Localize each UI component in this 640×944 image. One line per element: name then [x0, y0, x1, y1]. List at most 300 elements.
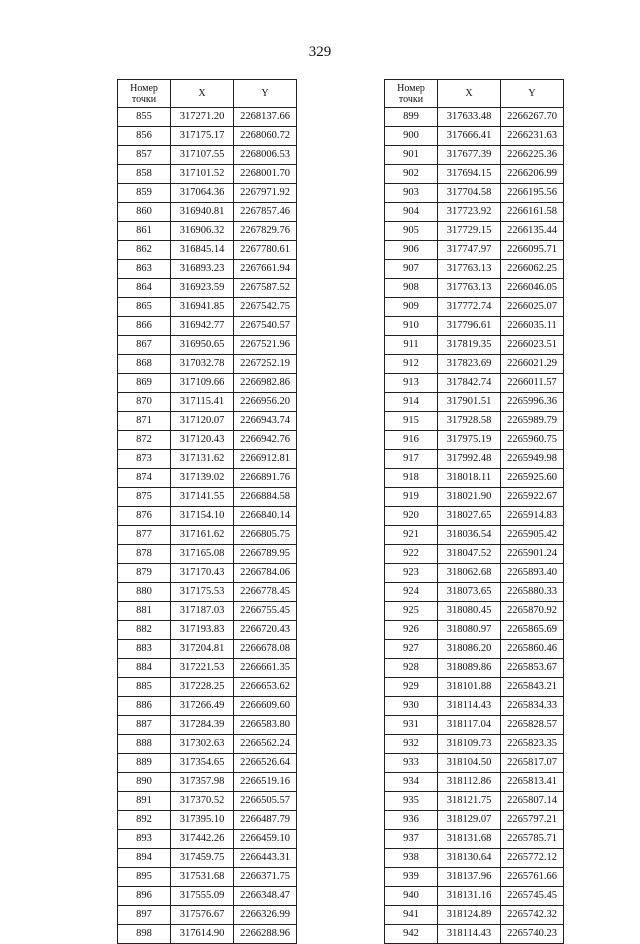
table-row: [385, 849, 564, 868]
table-row: [118, 412, 297, 431]
table-row: [118, 602, 297, 621]
table-row: [118, 317, 297, 336]
x-coordinate-cell: 317175.53: [171, 583, 234, 602]
table-row: [118, 336, 297, 355]
point-number-cell: 874: [118, 469, 171, 488]
table-row: [118, 203, 297, 222]
x-coordinate-cell: 317747.97: [438, 241, 501, 260]
x-coordinate-cell: 318117.04: [438, 716, 501, 735]
point-number-cell: 887: [118, 716, 171, 735]
x-coordinate-cell: 317633.48: [438, 108, 501, 127]
y-coordinate-cell: 2265901.24: [501, 545, 564, 564]
x-coordinate-cell: 318027.65: [438, 507, 501, 526]
x-coordinate-cell: 317928.58: [438, 412, 501, 431]
table-row: [385, 659, 564, 678]
y-coordinate-cell: 2265823.35: [501, 735, 564, 754]
point-number-cell: 918: [385, 469, 438, 488]
y-coordinate-cell: 2266348.47: [234, 887, 297, 906]
x-coordinate-cell: 317175.17: [171, 127, 234, 146]
table-row: [118, 431, 297, 450]
point-number-cell: 920: [385, 507, 438, 526]
y-coordinate-cell: 2266021.29: [501, 355, 564, 374]
x-coordinate-cell: 317141.55: [171, 488, 234, 507]
x-coordinate-cell: 318101.88: [438, 678, 501, 697]
point-number-cell: 881: [118, 602, 171, 621]
x-coordinate-cell: 317576.67: [171, 906, 234, 925]
y-coordinate-cell: 2265853.67: [501, 659, 564, 678]
table-row: [385, 678, 564, 697]
y-coordinate-cell: 2265870.92: [501, 602, 564, 621]
table-row: [385, 488, 564, 507]
table-row: [118, 260, 297, 279]
point-number-cell: 922: [385, 545, 438, 564]
point-number-cell: 868: [118, 355, 171, 374]
y-coordinate-cell: 2266206.99: [501, 165, 564, 184]
y-coordinate-cell: 2266678.08: [234, 640, 297, 659]
point-number-cell: 877: [118, 526, 171, 545]
x-coordinate-cell: 317165.08: [171, 545, 234, 564]
point-number-cell: 882: [118, 621, 171, 640]
table-row: [118, 108, 297, 127]
y-coordinate-cell: 2267971.92: [234, 184, 297, 203]
y-coordinate-cell: 2265996.36: [501, 393, 564, 412]
table-row: [385, 127, 564, 146]
point-number-cell: 928: [385, 659, 438, 678]
table-row: [118, 621, 297, 640]
point-number-cell: 937: [385, 830, 438, 849]
point-number-cell: 903: [385, 184, 438, 203]
table-row: [118, 830, 297, 849]
point-number-cell: 923: [385, 564, 438, 583]
y-coordinate-cell: 2266225.36: [501, 146, 564, 165]
y-coordinate-cell: 2266943.74: [234, 412, 297, 431]
point-number-cell: 885: [118, 678, 171, 697]
y-coordinate-cell: 2265860.46: [501, 640, 564, 659]
x-coordinate-cell: 317064.36: [171, 184, 234, 203]
point-number-cell: 857: [118, 146, 171, 165]
table-row: [118, 811, 297, 830]
table-row: [118, 564, 297, 583]
point-number-cell: 935: [385, 792, 438, 811]
x-coordinate-cell: 317354.65: [171, 754, 234, 773]
table-row: [118, 887, 297, 906]
point-number-cell: 893: [118, 830, 171, 849]
x-coordinate-cell: 318089.86: [438, 659, 501, 678]
table-row: [118, 241, 297, 260]
table-row: [385, 279, 564, 298]
y-coordinate-cell: 2266035.11: [501, 317, 564, 336]
y-coordinate-cell: 2266784.06: [234, 564, 297, 583]
table-row: [385, 545, 564, 564]
header-point-line1: Номер: [397, 82, 425, 94]
point-number-cell: 936: [385, 811, 438, 830]
point-number-cell: 862: [118, 241, 171, 260]
table-row: [385, 868, 564, 887]
x-coordinate-cell: 317154.10: [171, 507, 234, 526]
x-coordinate-cell: 318086.20: [438, 640, 501, 659]
y-coordinate-cell: 2266942.76: [234, 431, 297, 450]
y-coordinate-cell: 2266443.31: [234, 849, 297, 868]
point-number-cell: 859: [118, 184, 171, 203]
x-coordinate-cell: 317109.66: [171, 374, 234, 393]
point-number-cell: 938: [385, 849, 438, 868]
table-row: [118, 773, 297, 792]
point-number-cell: 873: [118, 450, 171, 469]
point-number-cell: 875: [118, 488, 171, 507]
y-coordinate-cell: 2266891.76: [234, 469, 297, 488]
point-number-cell: 906: [385, 241, 438, 260]
x-coordinate-cell: 317193.83: [171, 621, 234, 640]
y-coordinate-cell: 2265989.79: [501, 412, 564, 431]
y-coordinate-cell: 2266982.86: [234, 374, 297, 393]
y-coordinate-cell: 2265880.33: [501, 583, 564, 602]
y-coordinate-cell: 2265922.67: [501, 488, 564, 507]
table-row: [385, 792, 564, 811]
point-number-cell: 904: [385, 203, 438, 222]
header-point-number: [385, 80, 438, 108]
header-point-line1: Номер: [130, 82, 158, 94]
table-row: [385, 887, 564, 906]
y-coordinate-cell: 2266609.60: [234, 697, 297, 716]
coordinates-table-left: [117, 79, 297, 944]
x-coordinate-cell: 317302.63: [171, 735, 234, 754]
table-row: [385, 165, 564, 184]
table-row: [385, 697, 564, 716]
table-row: [118, 222, 297, 241]
table-row: [118, 279, 297, 298]
table-row: [118, 678, 297, 697]
x-coordinate-cell: 316893.23: [171, 260, 234, 279]
y-coordinate-cell: 2266195.56: [501, 184, 564, 203]
point-number-cell: 907: [385, 260, 438, 279]
y-coordinate-cell: 2268001.70: [234, 165, 297, 184]
table-row: [118, 735, 297, 754]
x-coordinate-cell: 316942.77: [171, 317, 234, 336]
point-number-cell: 871: [118, 412, 171, 431]
y-coordinate-cell: 2266487.79: [234, 811, 297, 830]
point-number-cell: 934: [385, 773, 438, 792]
y-coordinate-cell: 2266519.16: [234, 773, 297, 792]
x-coordinate-cell: 317032.78: [171, 355, 234, 374]
point-number-cell: 911: [385, 336, 438, 355]
y-coordinate-cell: 2266288.96: [234, 925, 297, 944]
x-coordinate-cell: 318080.45: [438, 602, 501, 621]
header-point-line2: точки: [398, 93, 424, 105]
table-row: [118, 849, 297, 868]
point-number-cell: 900: [385, 127, 438, 146]
x-coordinate-cell: 317101.52: [171, 165, 234, 184]
point-number-cell: 930: [385, 697, 438, 716]
table-row: [385, 811, 564, 830]
x-coordinate-cell: 317228.25: [171, 678, 234, 697]
x-coordinate-cell: 317115.41: [171, 393, 234, 412]
point-number-cell: 864: [118, 279, 171, 298]
header-point-number: [118, 80, 171, 108]
y-coordinate-cell: 2266326.99: [234, 906, 297, 925]
x-coordinate-cell: 318112.86: [438, 773, 501, 792]
table-row: [385, 450, 564, 469]
table-row: [385, 621, 564, 640]
x-coordinate-cell: 317842.74: [438, 374, 501, 393]
x-coordinate-cell: 318131.68: [438, 830, 501, 849]
x-coordinate-cell: 317131.62: [171, 450, 234, 469]
point-number-cell: 942: [385, 925, 438, 944]
y-coordinate-cell: 2267252.19: [234, 355, 297, 374]
point-number-cell: 872: [118, 431, 171, 450]
point-number-cell: 878: [118, 545, 171, 564]
x-coordinate-cell: 317221.53: [171, 659, 234, 678]
table-row: [385, 184, 564, 203]
x-coordinate-cell: 317370.52: [171, 792, 234, 811]
table-row: [118, 127, 297, 146]
header-y: Y: [234, 80, 297, 108]
y-coordinate-cell: 2266755.45: [234, 602, 297, 621]
y-coordinate-cell: 2266231.63: [501, 127, 564, 146]
x-coordinate-cell: 317120.43: [171, 431, 234, 450]
point-number-cell: 932: [385, 735, 438, 754]
x-coordinate-cell: 317531.68: [171, 868, 234, 887]
y-coordinate-cell: 2265761.66: [501, 868, 564, 887]
table-row: [385, 317, 564, 336]
point-number-cell: 860: [118, 203, 171, 222]
point-number-cell: 879: [118, 564, 171, 583]
table-row: [118, 469, 297, 488]
x-coordinate-cell: 318073.65: [438, 583, 501, 602]
x-coordinate-cell: 318018.11: [438, 469, 501, 488]
point-number-cell: 914: [385, 393, 438, 412]
x-coordinate-cell: 318062.68: [438, 564, 501, 583]
table-row: [385, 754, 564, 773]
table-row: [385, 925, 564, 944]
y-coordinate-cell: 2266526.64: [234, 754, 297, 773]
y-coordinate-cell: 2266583.80: [234, 716, 297, 735]
y-coordinate-cell: 2266023.51: [501, 336, 564, 355]
table-header-row: [118, 80, 297, 108]
y-coordinate-cell: 2265813.41: [501, 773, 564, 792]
coordinates-table-right: [384, 79, 564, 944]
table-row: [385, 108, 564, 127]
point-number-cell: 899: [385, 108, 438, 127]
x-coordinate-cell: 317284.39: [171, 716, 234, 735]
y-coordinate-cell: 2268060.72: [234, 127, 297, 146]
x-coordinate-cell: 316941.85: [171, 298, 234, 317]
point-number-cell: 890: [118, 773, 171, 792]
x-coordinate-cell: 317763.13: [438, 260, 501, 279]
x-coordinate-cell: 317666.41: [438, 127, 501, 146]
y-coordinate-cell: 2265893.40: [501, 564, 564, 583]
table-row: [118, 640, 297, 659]
point-number-cell: 927: [385, 640, 438, 659]
x-coordinate-cell: 318021.90: [438, 488, 501, 507]
x-coordinate-cell: 317120.07: [171, 412, 234, 431]
point-number-cell: 913: [385, 374, 438, 393]
x-coordinate-cell: 317975.19: [438, 431, 501, 450]
y-coordinate-cell: 2267521.96: [234, 336, 297, 355]
table-row: [118, 184, 297, 203]
table-row: [118, 545, 297, 564]
point-number-cell: 898: [118, 925, 171, 944]
point-number-cell: 892: [118, 811, 171, 830]
point-number-cell: 886: [118, 697, 171, 716]
point-number-cell: 940: [385, 887, 438, 906]
point-number-cell: 856: [118, 127, 171, 146]
x-coordinate-cell: 318047.52: [438, 545, 501, 564]
y-coordinate-cell: 2266956.20: [234, 393, 297, 412]
y-coordinate-cell: 2266505.57: [234, 792, 297, 811]
x-coordinate-cell: 316923.59: [171, 279, 234, 298]
y-coordinate-cell: 2266720.43: [234, 621, 297, 640]
table-row: [118, 868, 297, 887]
point-number-cell: 896: [118, 887, 171, 906]
table-row: [385, 564, 564, 583]
point-number-cell: 870: [118, 393, 171, 412]
table-row: [385, 773, 564, 792]
x-coordinate-cell: 317901.51: [438, 393, 501, 412]
x-coordinate-cell: 318137.96: [438, 868, 501, 887]
point-number-cell: 912: [385, 355, 438, 374]
y-coordinate-cell: 2266805.75: [234, 526, 297, 545]
y-coordinate-cell: 2266912.81: [234, 450, 297, 469]
x-coordinate-cell: 317187.03: [171, 602, 234, 621]
table-row: [385, 830, 564, 849]
y-coordinate-cell: 2266562.24: [234, 735, 297, 754]
y-coordinate-cell: 2266371.75: [234, 868, 297, 887]
table-row: [385, 298, 564, 317]
table-row: [118, 374, 297, 393]
y-coordinate-cell: 2265807.14: [501, 792, 564, 811]
y-coordinate-cell: 2265797.21: [501, 811, 564, 830]
table-row: [385, 906, 564, 925]
x-coordinate-cell: 316906.32: [171, 222, 234, 241]
x-coordinate-cell: 316950.65: [171, 336, 234, 355]
y-coordinate-cell: 2265772.12: [501, 849, 564, 868]
point-number-cell: 941: [385, 906, 438, 925]
x-coordinate-cell: 317723.92: [438, 203, 501, 222]
y-coordinate-cell: 2265949.98: [501, 450, 564, 469]
point-number-cell: 910: [385, 317, 438, 336]
table-row: [118, 393, 297, 412]
point-number-cell: 901: [385, 146, 438, 165]
page-number: 329: [308, 44, 332, 60]
point-number-cell: 867: [118, 336, 171, 355]
table-row: [385, 374, 564, 393]
x-coordinate-cell: 317107.55: [171, 146, 234, 165]
y-coordinate-cell: 2266161.58: [501, 203, 564, 222]
y-coordinate-cell: 2266011.57: [501, 374, 564, 393]
x-coordinate-cell: 317204.81: [171, 640, 234, 659]
x-coordinate-cell: 318109.73: [438, 735, 501, 754]
point-number-cell: 916: [385, 431, 438, 450]
x-coordinate-cell: 317170.43: [171, 564, 234, 583]
table-row: [118, 355, 297, 374]
table-row: [385, 469, 564, 488]
point-number-cell: 939: [385, 868, 438, 887]
point-number-cell: 891: [118, 792, 171, 811]
y-coordinate-cell: 2267829.76: [234, 222, 297, 241]
point-number-cell: 863: [118, 260, 171, 279]
y-coordinate-cell: 2265843.21: [501, 678, 564, 697]
y-coordinate-cell: 2268006.53: [234, 146, 297, 165]
x-coordinate-cell: 317704.58: [438, 184, 501, 203]
table-row: [385, 507, 564, 526]
y-coordinate-cell: 2267542.75: [234, 298, 297, 317]
table-row: [118, 450, 297, 469]
x-coordinate-cell: 318036.54: [438, 526, 501, 545]
table-row: [118, 583, 297, 602]
point-number-cell: 917: [385, 450, 438, 469]
x-coordinate-cell: 317729.15: [438, 222, 501, 241]
y-coordinate-cell: 2267857.46: [234, 203, 297, 222]
point-number-cell: 869: [118, 374, 171, 393]
y-coordinate-cell: 2266135.44: [501, 222, 564, 241]
table-row: [385, 355, 564, 374]
y-coordinate-cell: 2266267.70: [501, 108, 564, 127]
table-row: [118, 716, 297, 735]
y-coordinate-cell: 2267587.52: [234, 279, 297, 298]
point-number-cell: 865: [118, 298, 171, 317]
table-row: [118, 754, 297, 773]
table-row: [118, 488, 297, 507]
y-coordinate-cell: 2265905.42: [501, 526, 564, 545]
point-number-cell: 915: [385, 412, 438, 431]
table-row: [385, 222, 564, 241]
point-number-cell: 876: [118, 507, 171, 526]
y-coordinate-cell: 2267661.94: [234, 260, 297, 279]
point-number-cell: 929: [385, 678, 438, 697]
point-number-cell: 924: [385, 583, 438, 602]
point-number-cell: 897: [118, 906, 171, 925]
table-row: [385, 735, 564, 754]
x-coordinate-cell: 318080.97: [438, 621, 501, 640]
point-number-cell: 866: [118, 317, 171, 336]
point-number-cell: 880: [118, 583, 171, 602]
point-number-cell: 921: [385, 526, 438, 545]
point-number-cell: 931: [385, 716, 438, 735]
y-coordinate-cell: 2265914.83: [501, 507, 564, 526]
table-row: [118, 298, 297, 317]
point-number-cell: 925: [385, 602, 438, 621]
table-row: [385, 336, 564, 355]
point-number-cell: 889: [118, 754, 171, 773]
y-coordinate-cell: 2265817.07: [501, 754, 564, 773]
x-coordinate-cell: 317772.74: [438, 298, 501, 317]
header-x: X: [171, 80, 234, 108]
x-coordinate-cell: 318121.75: [438, 792, 501, 811]
table-row: [385, 146, 564, 165]
y-coordinate-cell: 2266840.14: [234, 507, 297, 526]
point-number-cell: 883: [118, 640, 171, 659]
point-number-cell: 855: [118, 108, 171, 127]
x-coordinate-cell: 317555.09: [171, 887, 234, 906]
x-coordinate-cell: 317395.10: [171, 811, 234, 830]
x-coordinate-cell: 316940.81: [171, 203, 234, 222]
point-number-cell: 888: [118, 735, 171, 754]
y-coordinate-cell: 2268137.66: [234, 108, 297, 127]
x-coordinate-cell: 317459.75: [171, 849, 234, 868]
table-row: [385, 260, 564, 279]
point-number-cell: 905: [385, 222, 438, 241]
point-number-cell: 858: [118, 165, 171, 184]
x-coordinate-cell: 318114.43: [438, 925, 501, 944]
x-coordinate-cell: 316845.14: [171, 241, 234, 260]
point-number-cell: 895: [118, 868, 171, 887]
x-coordinate-cell: 318114.43: [438, 697, 501, 716]
table-row: [385, 241, 564, 260]
table-row: [118, 507, 297, 526]
table-row: [118, 697, 297, 716]
table-row: [118, 906, 297, 925]
x-coordinate-cell: 317992.48: [438, 450, 501, 469]
